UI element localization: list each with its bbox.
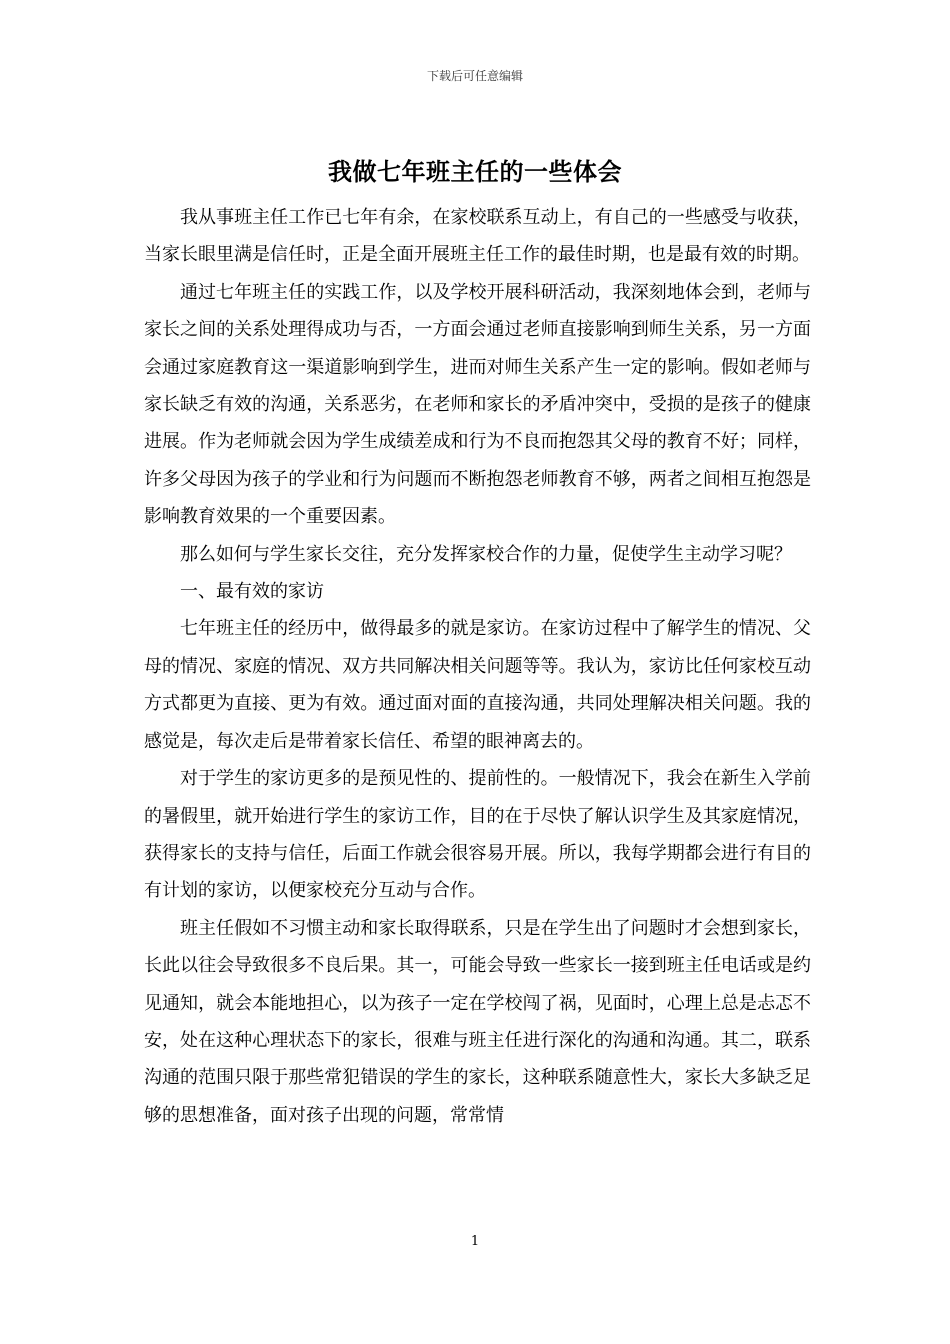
- page-header: 下载后可任意编辑: [426, 69, 523, 83]
- paragraph: 通过七年班主任的实践工作，以及学校开展科研活动，我深刻地体会到，老师与家长之间的关系处理得成功与否，一方面会通过老师直接影响到师生关系，另一方面会通过家庭教育这一渠道影响到学生，进而对师生关系产生一定的影响。假如老师与家长缺乏有效的沟通，关系恶劣，在老师和家长的矛盾冲突中，受损的是孩子的健康进展。作为老师就会因为学生成绩差成和行为不良而抱怨其父母的教育不好；同样，许多父母因为孩子的学业和行为问题而不断抱怨老师教育不够，两者之间相互抱怨是影响教育效果的一个重要因素。: [144, 281, 811, 528]
- section-heading: 一、最有效的家访: [180, 581, 324, 603]
- page-number: 1: [470, 1234, 480, 1249]
- paragraph: 班主任假如不习惯主动和家长取得联系，只是在学生出了问题时才会想到家长，长此以往会导致很多不良后果。其一，可能会导致一些家长一接到班主任电话或是约见通知，就会本能地担心，以为孩子一定在学校闯了祸，见面时，心理上总是忐忑不安，处在这种心理状态下的家长，很难与班主任进行深化的沟通和沟通。其二，联系沟通的范围只限于那些常犯错误的学生的家长，这种联系随意性大，家长大多缺乏足够的思想准备，面对孩子出现的问题，常常情: [144, 917, 811, 1126]
- document-body: [144, 199, 811, 1134]
- paragraph: 我从事班主任工作已七年有余，在家校联系互动上，有自己的一些感受与收获，当家长眼里满是信任时，正是全面开展班主任工作的最佳时期，也是最有效的时期。: [144, 207, 811, 266]
- paragraph: 那么如何与学生家长交往，充分发挥家校合作的力量，促使学生主动学习呢？: [180, 543, 792, 565]
- paragraph: 对于学生的家访更多的是预见性的、提前性的。一般情况下，我会在新生入学前的暑假里，就开始进行学生的家访工作，目的在于尽快了解认识学生及其家庭情况，获得家长的支持与信任，后面工作就会很容易开展。所以，我每学期都会进行有目的有计划的家访，以便家校充分互动与合作。: [144, 768, 811, 902]
- document-title: 我做七年班主任的一些体会: [328, 157, 622, 186]
- paragraph: 七年班主任的经历中，做得最多的就是家访。在家访过程中了解学生的情况、父母的情况、家庭的情况、双方共同解决相关问题等等。我认为，家访比任何家校互动方式都更为直接、更为有效。通过面对面的直接沟通，共同处理解决相关问题。我的感觉是，每次走后是带着家长信任、希望的眼神离去的。: [144, 618, 811, 752]
